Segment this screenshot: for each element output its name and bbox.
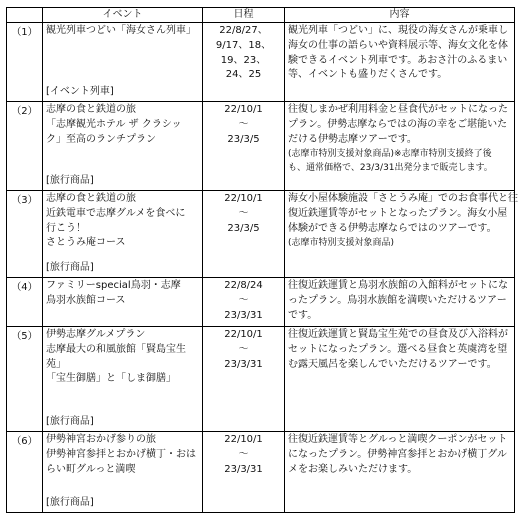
schedule-line: 22/10/1 <box>224 104 263 115</box>
event-cell <box>43 432 203 513</box>
event-cell <box>43 102 203 191</box>
content-line: です。 <box>288 309 318 321</box>
row-number: （2） <box>7 102 43 191</box>
event-line: 鳥羽水族館コース <box>46 294 126 306</box>
header-content: 内容 <box>285 8 515 23</box>
event-line: 近鉄電車で志摩グルメを食べに <box>46 207 186 219</box>
content-line: 往復近鉄運賃等とグルっと満喫クーポンがセット <box>288 434 508 445</box>
content-cell <box>285 102 515 191</box>
schedule-line: 〜 <box>238 448 249 460</box>
event-tag: [旅行商品] <box>46 262 94 274</box>
schedule-line: 23/3/31 <box>224 463 263 475</box>
content-line: 往復しまかぜ利用料金と昼食代がセットになった <box>288 104 508 115</box>
content-cell <box>285 278 515 327</box>
row-number: （1） <box>7 23 43 102</box>
schedule-line: 9/17、18、 <box>215 39 272 51</box>
schedule-cell <box>203 327 285 432</box>
row-number: （6） <box>7 432 43 513</box>
schedule-line: 24、25 <box>225 69 262 81</box>
schedule-line: 〜 <box>238 207 249 219</box>
table-row <box>7 191 515 278</box>
event-line: ク」至高のランチプラン <box>46 133 156 145</box>
content-line: 験できるイベント列車です。あおさ汁のふるまい <box>288 54 508 66</box>
event-line: 伊勢神宮参拝とおかげ横丁・おは <box>46 448 196 460</box>
event-line: 行こう！ <box>46 222 86 234</box>
header-event: イベント <box>43 8 203 23</box>
event-tag: [イベント列車] <box>46 86 114 98</box>
content-line: だける伊勢志摩ツアーです。 <box>288 133 417 145</box>
content-line: プラン。伊勢志摩ならではの海の幸をご堪能いた <box>288 118 508 130</box>
schedule-line: 〜 <box>238 343 249 355</box>
row-number: （5） <box>7 327 43 432</box>
event-tag: [旅行商品] <box>46 497 94 509</box>
schedule-cell <box>203 278 285 327</box>
table-header-row <box>7 8 515 23</box>
table-row <box>7 327 515 432</box>
content-line: ったプラン。鳥羽水族館を満喫いただけるツアー <box>288 294 507 306</box>
schedule-line: 〜 <box>238 294 249 306</box>
event-line: さとうみ庵コース <box>46 237 126 249</box>
event-tag: [旅行商品] <box>46 175 94 187</box>
event-line: 志摩の食と鉄道の旅 <box>46 104 136 115</box>
content-cell <box>285 327 515 432</box>
event-tag: [旅行商品] <box>46 416 94 428</box>
event-cell <box>43 191 203 278</box>
content-cell <box>285 191 518 278</box>
content-line: 往復近鉄運賃と賢島宝生苑での昼食及び入浴料が <box>288 329 508 340</box>
event-line: 「宝生御膳」と「しま御膳」 <box>46 373 176 385</box>
table-row <box>7 23 515 102</box>
schedule-line: 22/10/1 <box>224 329 263 340</box>
content-note: も、通常価格で、23/3/31出発分まで販売します。 <box>288 163 493 174</box>
event-line: 志摩の食と鉄道の旅 <box>46 193 136 204</box>
schedule-cell <box>203 102 285 191</box>
row-number: （3） <box>7 191 43 278</box>
header-schedule: 日程 <box>203 8 285 23</box>
event-cell <box>43 327 203 432</box>
table-row <box>7 278 515 327</box>
header-number <box>7 8 43 23</box>
content-line: メをお楽しみいただけます。 <box>288 463 418 475</box>
schedule-line: 23/3/5 <box>227 222 260 234</box>
row-number: （4） <box>7 278 43 327</box>
content-line: になったプラン。伊勢神宮参拝とおかげ横丁グル <box>288 448 507 460</box>
schedule-line: 22/8/27、 <box>219 25 268 36</box>
content-line: む露天風呂を楽しんでいただけるツアーです。 <box>288 358 497 370</box>
content-line: 観光列車「つどい」に、現役の海女さんが乗車し <box>288 25 508 36</box>
content-line: 海女の仕事の語らいや資料展示等、海女文化を体 <box>288 39 508 51</box>
schedule-cell <box>203 191 285 278</box>
event-cell <box>43 278 203 327</box>
table-row <box>7 432 515 513</box>
schedule-line: 22/10/1 <box>224 434 263 445</box>
content-line: 体験ができる伊勢志摩ならではのツアーです。 <box>288 222 497 234</box>
schedule-cell <box>203 432 285 513</box>
event-line: ファミリーspecial鳥羽・志摩 <box>46 280 181 291</box>
event-line: 志摩最大の和風旅館「賢島宝生 <box>46 343 186 355</box>
schedule-line: 23/3/5 <box>227 133 260 145</box>
event-line: 伊勢神宮おかげ参りの旅 <box>46 434 156 445</box>
schedule-line: 23/3/31 <box>224 309 263 321</box>
event-table <box>6 7 518 513</box>
table-row <box>7 102 515 191</box>
content-line: セットになったプラン。選べる昼食と英虞湾を望 <box>288 343 508 355</box>
schedule-line: 〜 <box>238 118 249 130</box>
content-line: 海女小屋体験施設「さとうみ庵」でのお食事代と往 <box>288 193 518 204</box>
event-line: 観光列車つどい「海女さん列車」 <box>46 25 196 36</box>
schedule-line: 19、23、 <box>220 54 267 66</box>
content-line: 往復近鉄運賃と鳥羽水族館の入館料がセットにな <box>288 280 508 291</box>
schedule-line: 22/8/24 <box>224 280 263 291</box>
event-line: 伊勢志摩グルメプラン <box>46 329 146 340</box>
content-cell <box>285 432 515 513</box>
content-cell <box>285 23 515 102</box>
content-note: (志摩市特別支援対象商品)※志摩市特別支援終了後 <box>288 149 492 160</box>
content-line: 等、イベントも盛りだくさんです。 <box>288 69 448 81</box>
event-line: 「志摩観光ホテル ザ クラシッ <box>46 118 182 130</box>
event-line: 苑」 <box>46 358 66 370</box>
schedule-line: 22/10/1 <box>224 193 263 204</box>
event-cell <box>43 23 203 102</box>
schedule-cell <box>203 23 285 102</box>
content-note: (志摩市特別支援対象商品) <box>288 238 395 249</box>
content-line: 復近鉄運賃等がセットとなったプラン。海女小屋 <box>288 207 508 219</box>
event-line: らい町グルっと満喫 <box>46 463 136 475</box>
schedule-line: 23/3/31 <box>224 358 263 370</box>
